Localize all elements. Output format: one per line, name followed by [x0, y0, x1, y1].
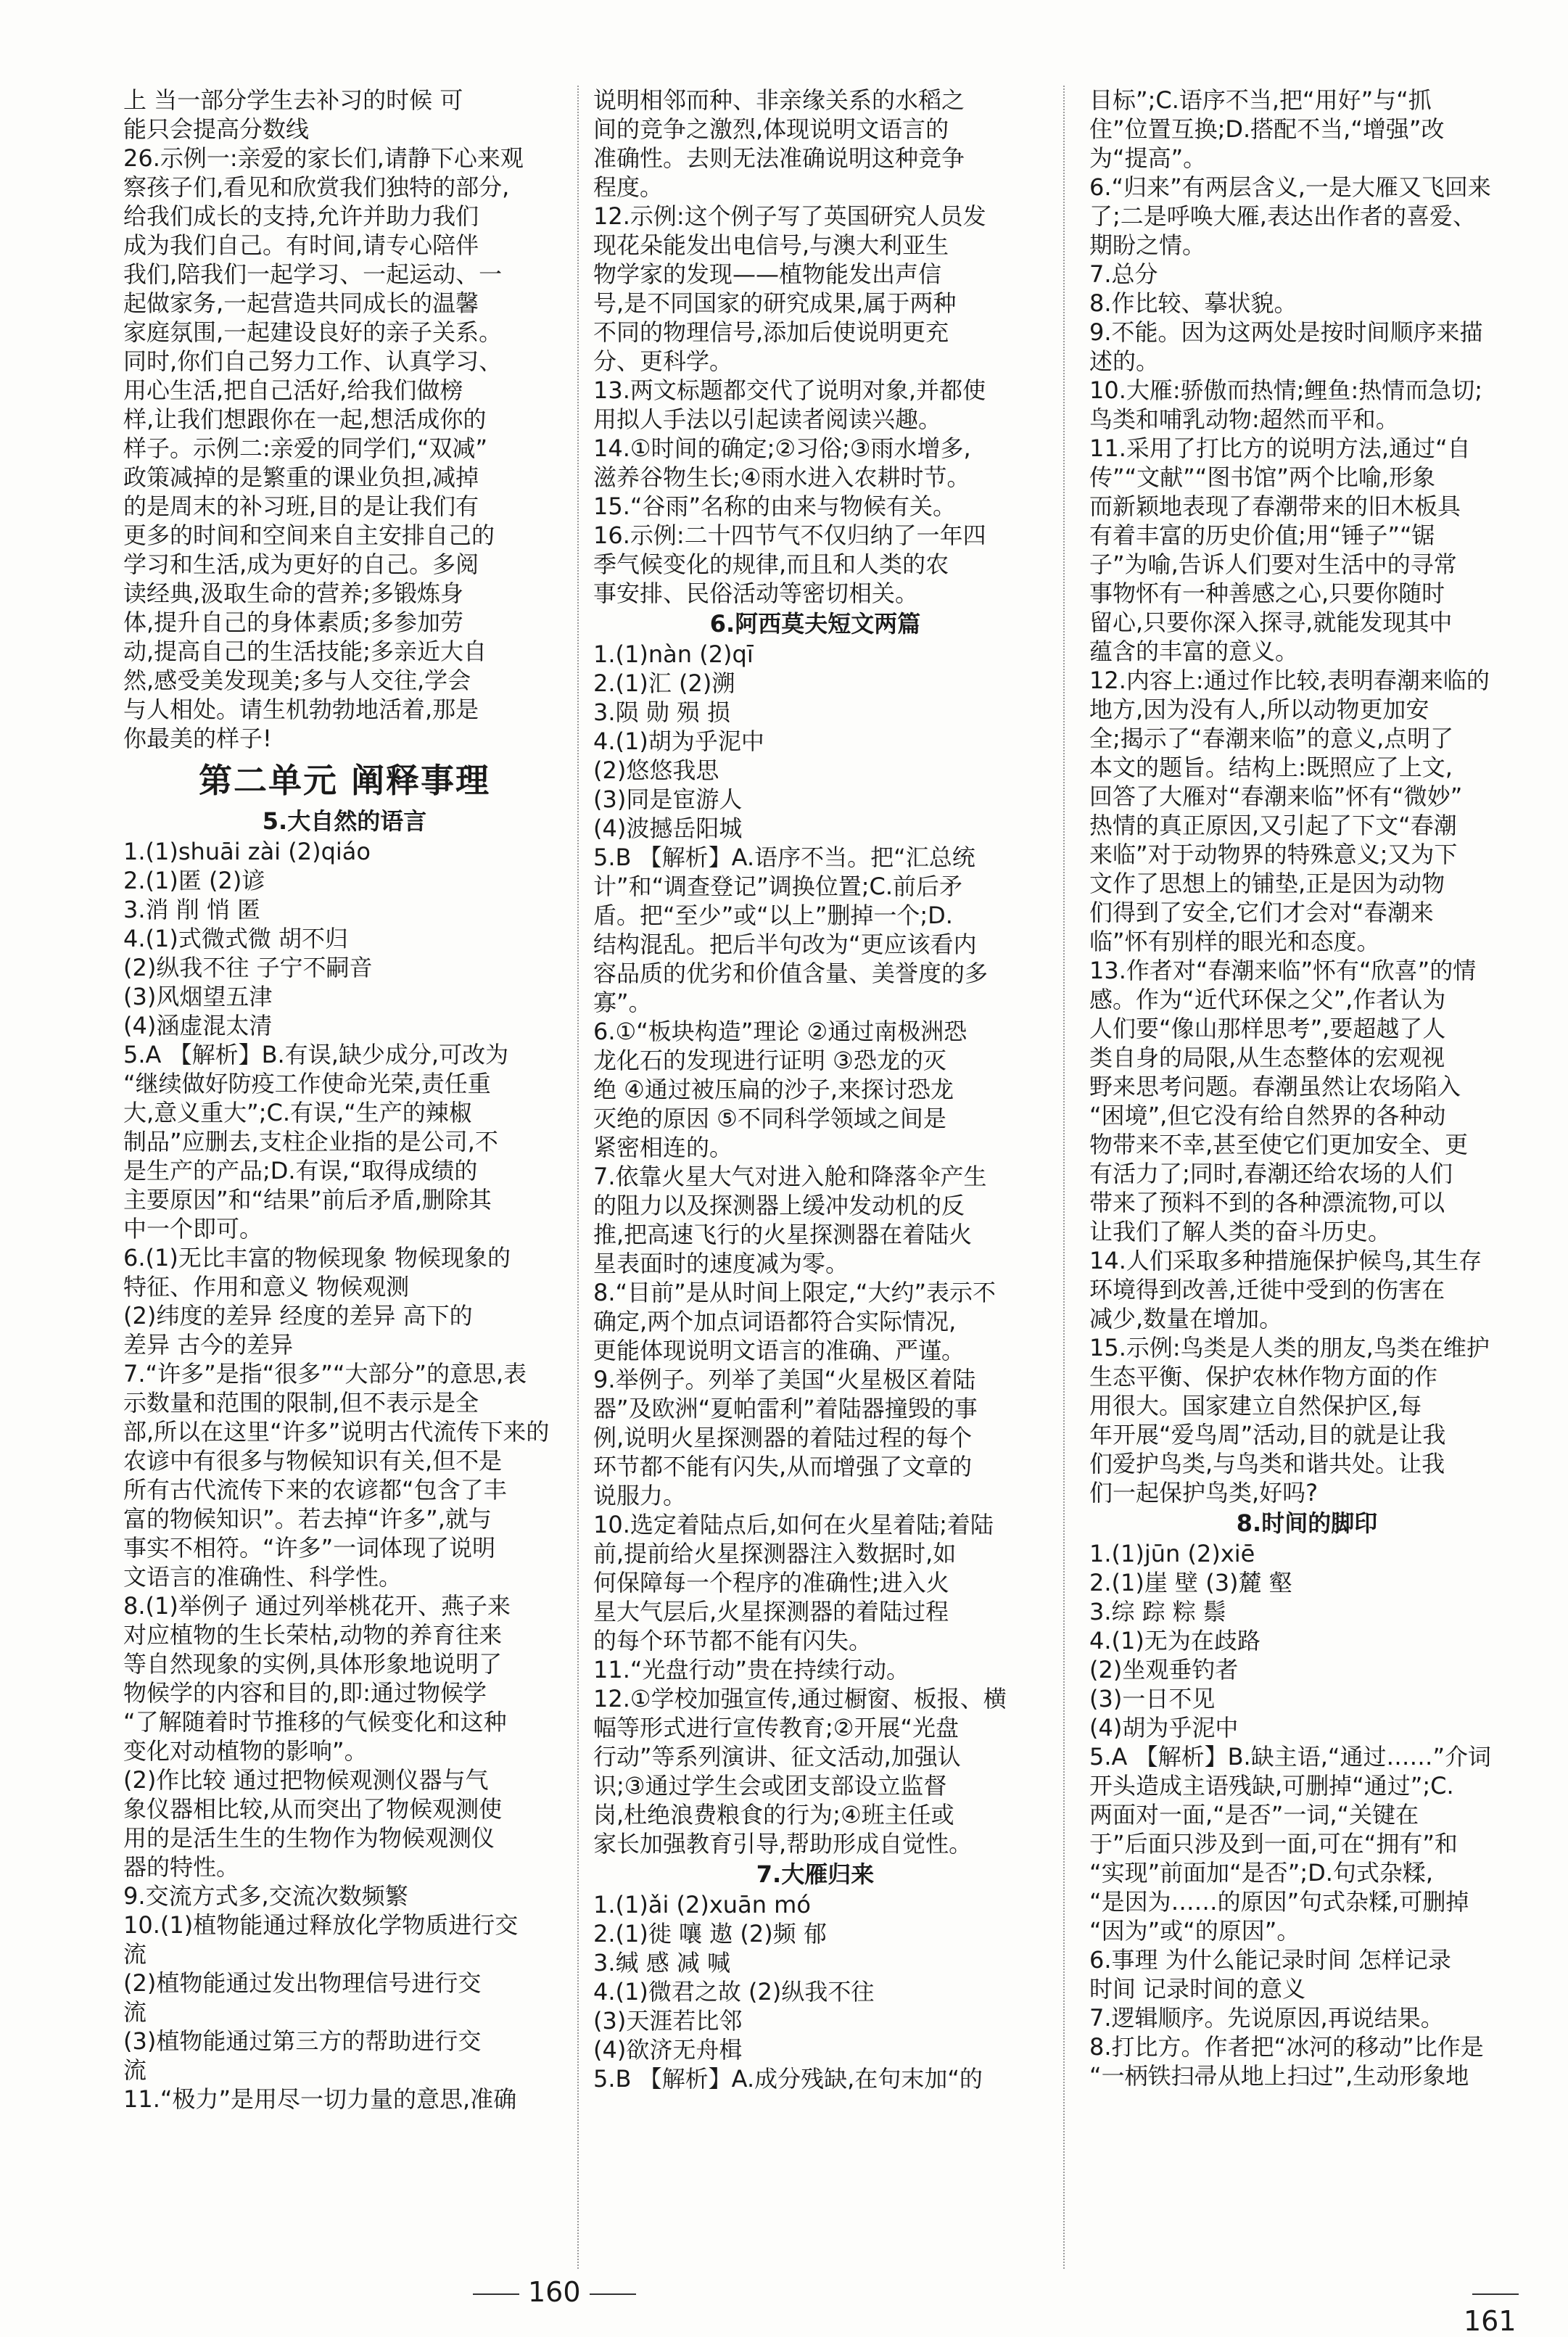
answer-line: 文作了思想上的铺垫,正是因为动物: [1089, 870, 1445, 897]
answer-line: 富的物候知识”。若去掉“许多”,就与: [123, 1505, 492, 1533]
answer-line: 1.(1)ǎi (2)xuān mó: [593, 1891, 811, 1918]
answer-line: 7.逻辑顺序。先说原因,再说结果。: [1089, 2004, 1444, 2032]
answer-line: 6.事理 为什么能记录时间 怎样记录: [1089, 1946, 1451, 1974]
answer-line: 9.举例子。列举了美国“火星极区着陆: [593, 1366, 976, 1393]
answer-line: 我们,陪我们一起学习、一起运动、一: [123, 260, 503, 288]
column-divider: [1063, 86, 1065, 2269]
answer-line: (3)风烟望五津: [123, 983, 273, 1010]
answer-line: 2.(1)汇 (2)溯: [593, 669, 735, 697]
answer-line: 读经典,汲取生命的营养;多锻炼身: [123, 580, 463, 607]
answer-line: 14.①时间的确定;②习俗;③雨水增多,: [593, 434, 971, 462]
answer-line: 号,是不同国家的研究成果,属于两种: [593, 289, 957, 317]
answer-line: 绝 ④通过被压扁的沙子,来探讨恐龙: [593, 1076, 954, 1103]
answer-line: 8.打比方。作者把“冰河的移动”比作是: [1089, 2033, 1484, 2061]
answer-line: 3.缄 感 减 喊: [593, 1949, 731, 1977]
answer-line: 更能体现说明文语言的准确、严谨。: [593, 1337, 965, 1364]
answer-line: 地方,因为没有人,所以动物更加安: [1089, 696, 1429, 723]
answer-line: 人们要“像山那样思考”,要超越了人: [1089, 1015, 1446, 1042]
answer-line: (4)波撼岳阳城: [593, 815, 743, 842]
answer-line: 15.“谷雨”名称的由来与物候有关。: [593, 492, 957, 520]
answer-line: 4.(1)微君之故 (2)纵我不往: [593, 1978, 875, 2006]
answer-column-middle: [593, 86, 1037, 2093]
answer-line: 器”及欧洲“夏帕雷利”着陆器撞毁的事: [593, 1395, 978, 1422]
answer-line: 容品质的优劣和价值含量、美誉度的多: [593, 960, 989, 987]
answer-line: 寡”。: [593, 989, 652, 1016]
answer-line: (2)纵我不往 子宁不嗣音: [123, 954, 373, 981]
answer-line: 们一起保护鸟类,好吗?: [1089, 1479, 1319, 1507]
answer-line: “一柄铁扫帚从地上扫过”,生动形象地: [1089, 2062, 1469, 2090]
answer-line: 年开展“爱鸟周”活动,目的就是让我: [1089, 1421, 1446, 1448]
answer-line: 中一个即可。: [123, 1215, 263, 1242]
answer-line: 事安排、民俗活动等密切相关。: [593, 580, 919, 607]
answer-line: 的每个环节都不能有闪失。: [593, 1627, 872, 1654]
answer-line: 所有古代流传下来的农谚都“包含了丰: [123, 1476, 507, 1504]
answer-line: 间的竞争之激烈,体现说明文语言的: [593, 115, 949, 143]
answer-line: 流: [123, 2056, 147, 2084]
answer-line: 7.“许多”是指“很多”“大部分”的意思,表: [123, 1360, 527, 1388]
answer-line: 为“提高”。: [1089, 144, 1207, 172]
answer-line: 说明相邻而种、非亲缘关系的水稻之: [593, 86, 965, 114]
answer-line: 结构混乱。把后半句改为“更应该看内: [593, 931, 977, 958]
answer-line: 文语言的准确性、科学性。: [123, 1563, 403, 1591]
answer-line: 盾。把“至少”或“以上”删掉一个;D.: [593, 902, 953, 929]
answer-line: 5.B 【解析】A.语序不当。把“汇总统: [593, 844, 975, 871]
answer-line: 部,所以在这里“许多”说明古代流传下来的: [123, 1418, 550, 1446]
answer-line: 能只会提高分数线: [123, 115, 310, 143]
answer-line: (3)一日不见: [1089, 1685, 1216, 1712]
answer-line: 推,把高速飞行的火星探测器在着陆火: [593, 1221, 973, 1248]
answer-line: 说服力。: [593, 1482, 687, 1509]
answer-line: 让我们了解人类的奋斗历史。: [1089, 1218, 1392, 1245]
answer-line: (2)坐观垂钓者: [1089, 1656, 1239, 1683]
answer-line: 滋养谷物生长;④雨水进入农耕时节。: [593, 463, 970, 491]
answer-line: 农谚中有很多与物候知识有关,但不是: [123, 1447, 503, 1475]
answer-line: 环节都不能有闪失,从而增强了文章的: [593, 1453, 973, 1480]
answer-line: 本文的题旨。结构上:既照应了上文,: [1089, 754, 1453, 781]
section-title: 8.时间的脚印: [1236, 1509, 1378, 1537]
answer-line: 2.(1)徙 嚷 遨 (2)频 郁: [593, 1920, 827, 1948]
answer-line: 更多的时间和空间来自主安排自己的: [123, 522, 495, 549]
answer-line: 等自然现象的实例,具体形象地说明了: [123, 1650, 503, 1678]
answer-line: 们得到了安全,它们才会对“春潮来: [1089, 899, 1434, 926]
answer-line: 环境得到改善,迁徙中受到的伤害在: [1089, 1276, 1445, 1303]
answer-line: 物候学的内容和目的,即:通过物候学: [123, 1679, 487, 1707]
answer-line: 7.依靠火星大气对进入舱和降落伞产生: [593, 1163, 987, 1190]
answer-line: (4)胡为乎泥中: [1089, 1714, 1239, 1742]
answer-line: 确定,两个加点词语都符合实际情况,: [593, 1308, 957, 1335]
answer-line: “实现”前面加“是否”;D.句式杂糅,: [1089, 1859, 1434, 1887]
answer-line: 象仪器相比较,从而突出了物候观测使: [123, 1795, 503, 1823]
answer-line: 们爱护鸟类,与鸟类和谐共处。让我: [1089, 1450, 1445, 1477]
answer-line: (3)天涯若比邻: [593, 2007, 743, 2035]
answer-line: 10.(1)植物能通过释放化学物质进行交: [123, 1911, 519, 1939]
answer-line: 有着丰富的历史价值;用“锤子”“锯: [1089, 522, 1435, 549]
section-title: 5.大自然的语言: [262, 807, 427, 835]
answer-line: 减少,数量在增加。: [1089, 1305, 1283, 1332]
answer-line: 12.①学校加强宣传,通过橱窗、板报、横: [593, 1685, 1007, 1712]
answer-line: 述的。: [1089, 347, 1160, 375]
answer-line: 期盼之情。: [1089, 231, 1206, 259]
answer-column-left: [123, 86, 566, 2114]
answer-line: 两面对一面,“是否”一词,“关键在: [1089, 1801, 1419, 1829]
answer-line: 例,说明火星探测器的着陆过程的每个: [593, 1424, 973, 1451]
answer-line: 15.示例:鸟类是人类的朋友,鸟类在维护: [1089, 1334, 1490, 1361]
answer-line: 动,提高自己的生活技能;多亲近大自: [123, 638, 487, 665]
answer-line: “了解随着时节推移的气候变化和这种: [123, 1708, 507, 1736]
answer-line: 来临”对于动物界的特殊意义;又为下: [1089, 841, 1458, 868]
answer-line: 给我们成长的支持,允许并助力我们: [123, 202, 479, 230]
answer-line: 政策减掉的是繁重的课业负担,减掉: [123, 463, 479, 491]
answer-line: 的阻力以及探测器上缓冲发动机的反: [593, 1192, 965, 1219]
answer-column-right: [1089, 86, 1524, 2090]
answer-line: 主要原因”和“结果”前后矛盾,删除其: [123, 1186, 492, 1213]
answer-line: 用拟人手法以引起读者阅读兴趣。: [593, 405, 942, 433]
answer-line: 事实不相符。“许多”一词体现了说明: [123, 1534, 496, 1562]
answer-line: 与人相处。请生机勃勃地活着,那是: [123, 696, 479, 723]
answer-line: 目标”;C.语序不当,把“用好”与“抓: [1089, 86, 1432, 114]
answer-line: 9.不能。因为这两处是按时间顺序来描: [1089, 318, 1483, 346]
answer-line: 学习和生活,成为更好的自己。多阅: [123, 551, 479, 578]
answer-line: 5.B 【解析】A.成分残缺,在句末加“的: [593, 2065, 983, 2093]
answer-line: 7.总分: [1089, 260, 1158, 288]
page-number-left: [464, 2278, 645, 2307]
answer-line: 察孩子们,看见和欣赏我们独特的部分,: [123, 173, 510, 201]
answer-line: 8.作比较、摹状貌。: [1089, 289, 1297, 317]
answer-line: 起做家务,一起营造共同成长的温馨: [123, 289, 479, 317]
answer-line: 是生产的产品;D.有误,“取得成绩的: [123, 1157, 478, 1184]
answer-line: 热情的真正原因,又引起了下文“春潮: [1089, 812, 1457, 839]
answer-line: 然,感受美发现美;多与人交往,学会: [123, 667, 471, 694]
answer-line: 物学家的发现——植物能发出声信: [593, 260, 942, 288]
answer-line: 行动”等系列演讲、征文活动,加强认: [593, 1743, 961, 1771]
answer-line: 家长加强教育引导,帮助形成自觉性。: [593, 1830, 973, 1858]
answer-line: “困境”,但它没有给自然界的各种动: [1089, 1102, 1446, 1129]
answer-line: (2)悠悠我思: [593, 757, 719, 784]
answer-line: 野来思考问题。春潮虽然让农场陷入: [1089, 1073, 1461, 1100]
answer-line: 8.“目前”是从时间上限定,“大约”表示不: [593, 1279, 996, 1306]
answer-line: 示数量和范围的限制,但不表示是全: [123, 1389, 479, 1417]
answer-line: (2)植物能通过发出物理信号进行交: [123, 1969, 482, 1997]
answer-line: 而新颖地表现了春潮带来的旧木板具: [1089, 492, 1461, 520]
answer-line: 9.交流方式多,交流次数频繁: [123, 1882, 408, 1910]
answer-line: 传”“文献”“图书馆”两个比喻,形象: [1089, 463, 1436, 491]
answer-line: 2.(1)匿 (2)谚: [123, 867, 265, 894]
answer-line: 器的特性。: [123, 1853, 240, 1881]
answer-line: “继续做好防疫工作使命光荣,责任重: [123, 1070, 491, 1097]
answer-line: 分、更科学。: [593, 347, 733, 375]
answer-line: 4.(1)无为在歧路: [1089, 1627, 1260, 1654]
answer-line: 灭绝的原因 ⑤不同科学领域之间是: [593, 1105, 946, 1132]
answer-line: 16.示例:二十四节气不仅归纳了一年四: [593, 522, 986, 549]
answer-line: 星大气层后,火星探测器的着陆过程: [593, 1598, 949, 1625]
page-number-right: [1464, 2278, 1568, 2336]
answer-line: 1.(1)jūn (2)xiē: [1089, 1540, 1255, 1567]
answer-line: 不同的物理信号,添加后使说明更充: [593, 318, 949, 346]
answer-line: 用的是活生生的生物作为物候观测仪: [123, 1824, 495, 1852]
answer-line: 星表面时的速度减为零。: [593, 1250, 849, 1277]
answer-line: 12.示例:这个例子写了英国研究人员发: [593, 202, 986, 230]
answer-line: (3)植物能通过第三方的帮助进行交: [123, 2027, 482, 2055]
answer-line: 特征、作用和意义 物候观测: [123, 1273, 410, 1301]
answer-line: 差异 古今的差异: [123, 1331, 294, 1359]
answer-line: 13.两文标题都交代了说明对象,并都使: [593, 376, 986, 404]
answer-line: 制品”应删去,支柱企业指的是公司,不: [123, 1128, 498, 1155]
answer-line: 岗,杜绝浪费粮食的行为;④班主任或: [593, 1801, 954, 1829]
answer-line: 带来了预料不到的各种漂流物,可以: [1089, 1189, 1445, 1216]
answer-line: 2.(1)崖 壁 (3)麓 壑: [1089, 1569, 1292, 1596]
answer-line: 样,让我们想跟你在一起,想活成你的: [123, 405, 487, 433]
answer-line: 6.(1)无比丰富的物候现象 物候现象的: [123, 1244, 511, 1271]
answer-line: 全;揭示了“春潮来临”的意义,点明了: [1089, 725, 1454, 752]
answer-line: 10.大雁:骄傲而热情;鲤鱼:热情而急切;: [1089, 376, 1483, 404]
answer-line: 11.采用了打比方的说明方法,通过“自: [1089, 434, 1471, 462]
answer-line: 12.内容上:通过作比较,表明春潮来临的: [1089, 667, 1490, 694]
answer-line: 的是周末的补习班,目的是让我们有: [123, 492, 479, 520]
answer-line: 用心生活,把自己活好,给我们做榜: [123, 376, 463, 404]
page-number-right-text: 161: [1464, 2305, 1517, 2337]
answer-line: 生态平衡、保护农林作物方面的作: [1089, 1363, 1438, 1390]
answer-line: 6.①“板块构造”理论 ②通过南极洲恐: [593, 1018, 967, 1045]
answer-line: 5.A 【解析】B.有误,缺少成分,可改为: [123, 1041, 509, 1068]
answer-line: 流: [123, 1998, 147, 2026]
answer-line: 时间 记录时间的意义: [1089, 1975, 1306, 2003]
answer-line: 6.“归来”有两层含义,一是大雁又飞回来: [1089, 173, 1491, 201]
answer-line: 流: [123, 1940, 147, 1968]
answer-line: 26.示例一:亲爱的家长们,请静下心来观: [123, 144, 524, 172]
section-title: 7.大雁归来: [756, 1860, 875, 1888]
answer-line: 4.(1)胡为乎泥中: [593, 728, 764, 755]
answer-line: 幅等形式进行宣传教育;②开展“光盘: [593, 1714, 960, 1742]
answer-line: 开头造成主语残缺,可删掉“通过”;C.: [1089, 1772, 1454, 1800]
answer-line: 10.选定着陆点后,如何在火星着陆;着陆: [593, 1511, 994, 1538]
answer-line: 物带来不幸,甚至使它们更加安全、更: [1089, 1131, 1469, 1158]
answer-line: 何保障每一个程序的准确性;进入火: [593, 1569, 949, 1596]
answer-line: 类自身的局限,从生态整体的宏观视: [1089, 1044, 1445, 1071]
answer-line: (3)同是宦游人: [593, 786, 743, 813]
answer-line: 11.“光盘行动”贵在持续行动。: [593, 1656, 910, 1683]
answer-line: (2)作比较 通过把物候观测仪器与气: [123, 1766, 489, 1794]
answer-line: 临”怀有别样的眼光和态度。: [1089, 928, 1380, 955]
answer-line: 5.A 【解析】B.缺主语,“通过……”介词: [1089, 1743, 1492, 1771]
answer-line: 用很大。国家建立自然保护区,每: [1089, 1392, 1422, 1419]
answer-line: 3.陨 勋 殒 损: [593, 698, 731, 726]
answer-line: 体,提升自己的身体素质;多参加劳: [123, 609, 463, 636]
answer-line: 1.(1)shuāi zài (2)qiáo: [123, 838, 371, 865]
answer-line: 计”和“调查登记”调换位置;C.前后矛: [593, 873, 963, 900]
answer-line: 感。作为“近代环保之父”,作者认为: [1089, 986, 1446, 1013]
answer-line: 事物怀有一种善感之心,只要你随时: [1089, 580, 1445, 607]
answer-line: 3.综 踪 粽 鬃: [1089, 1598, 1227, 1625]
answer-line: 11.“极力”是用尽一切力量的意思,准确: [123, 2085, 517, 2113]
answer-line: 留心,只要你深入探寻,就能发现其中: [1089, 609, 1453, 636]
answer-line: 4.(1)式微式微 胡不归: [123, 925, 349, 952]
answer-line: 14.人们采取多种措施保护候鸟,其生存: [1089, 1247, 1482, 1274]
answer-line: (4)欲济无舟楫: [593, 2036, 743, 2064]
answer-line: 成为我们自己。有时间,请专心陪伴: [123, 231, 479, 259]
answer-line: 蕴含的丰富的意义。: [1089, 638, 1299, 665]
answer-line: 子”为喻,告诉人们要对生活中的寻常: [1089, 551, 1457, 578]
answer-line: 大,意义重大”;C.有误,“生产的辣椒: [123, 1099, 472, 1126]
answer-line: 龙化石的发现进行证明 ③恐龙的灭: [593, 1047, 946, 1074]
answer-line: 回答了大雁对“春潮来临”怀有“微妙”: [1089, 783, 1463, 810]
answer-line: 有活力了;同时,春潮还给农场的人们: [1089, 1160, 1453, 1187]
answer-line: 同时,你们自己努力工作、认真学习、: [123, 347, 503, 375]
answer-line: 前,提前给火星探测器注入数据时,如: [593, 1540, 957, 1567]
unit-heading: 第二单元 阐释事理: [198, 761, 490, 800]
answer-line: 3.消 削 悄 匿: [123, 896, 261, 923]
answer-line: 住”位置互换;D.搭配不当,“增强”改: [1089, 115, 1445, 143]
column-divider: [577, 86, 579, 2269]
section-title: 6.阿西莫夫短文两篇: [709, 610, 921, 638]
answer-line: (4)涵虚混太清: [123, 1012, 273, 1039]
answer-line: 变化对动植物的影响”。: [123, 1737, 368, 1765]
answer-line: 13.作者对“春潮来临”怀有“欣喜”的情: [1089, 957, 1477, 984]
answer-line: 对应植物的生长荣枯,动物的养育往来: [123, 1621, 503, 1649]
answer-line: 1.(1)nàn (2)qī: [593, 640, 754, 668]
answer-line: 上 当一部分学生去补习的时候 可: [123, 86, 463, 114]
answer-line: 季气候变化的规律,而且和人类的农: [593, 551, 949, 578]
answer-line: (2)纬度的差异 经度的差异 高下的: [123, 1302, 473, 1330]
answer-line: 现花朵能发出电信号,与澳大利亚生: [593, 231, 949, 259]
answer-line: 识;③通过学生会或团支部设立监督: [593, 1772, 947, 1800]
answer-line: 你最美的样子!: [123, 725, 272, 752]
answer-line: 了;二是呼唤大雁,表达出作者的喜爱、: [1089, 202, 1476, 230]
answer-line: 紧密相连的。: [593, 1134, 733, 1161]
answer-line: “因为”或“的原因”。: [1089, 1917, 1300, 1945]
answer-line: 于”后面只涉及到一面,可在“拥有”和: [1089, 1830, 1458, 1858]
answer-line: 准确性。去则无法准确说明这种竞争: [593, 144, 965, 172]
answer-line: 程度。: [593, 173, 664, 201]
answer-line: 鸟类和哺乳动物:超然而平和。: [1089, 405, 1399, 433]
answer-line: 样子。示例二:亲爱的同学们,“双减”: [123, 434, 488, 462]
answer-line: 8.(1)举例子 通过列举桃花开、燕子来: [123, 1592, 511, 1620]
answer-line: “是因为……的原因”句式杂糅,可删掉: [1089, 1888, 1469, 1916]
page-number-left-text: 160: [528, 2276, 581, 2308]
answer-line: 家庭氛围,一起建设良好的亲子关系。: [123, 318, 503, 346]
